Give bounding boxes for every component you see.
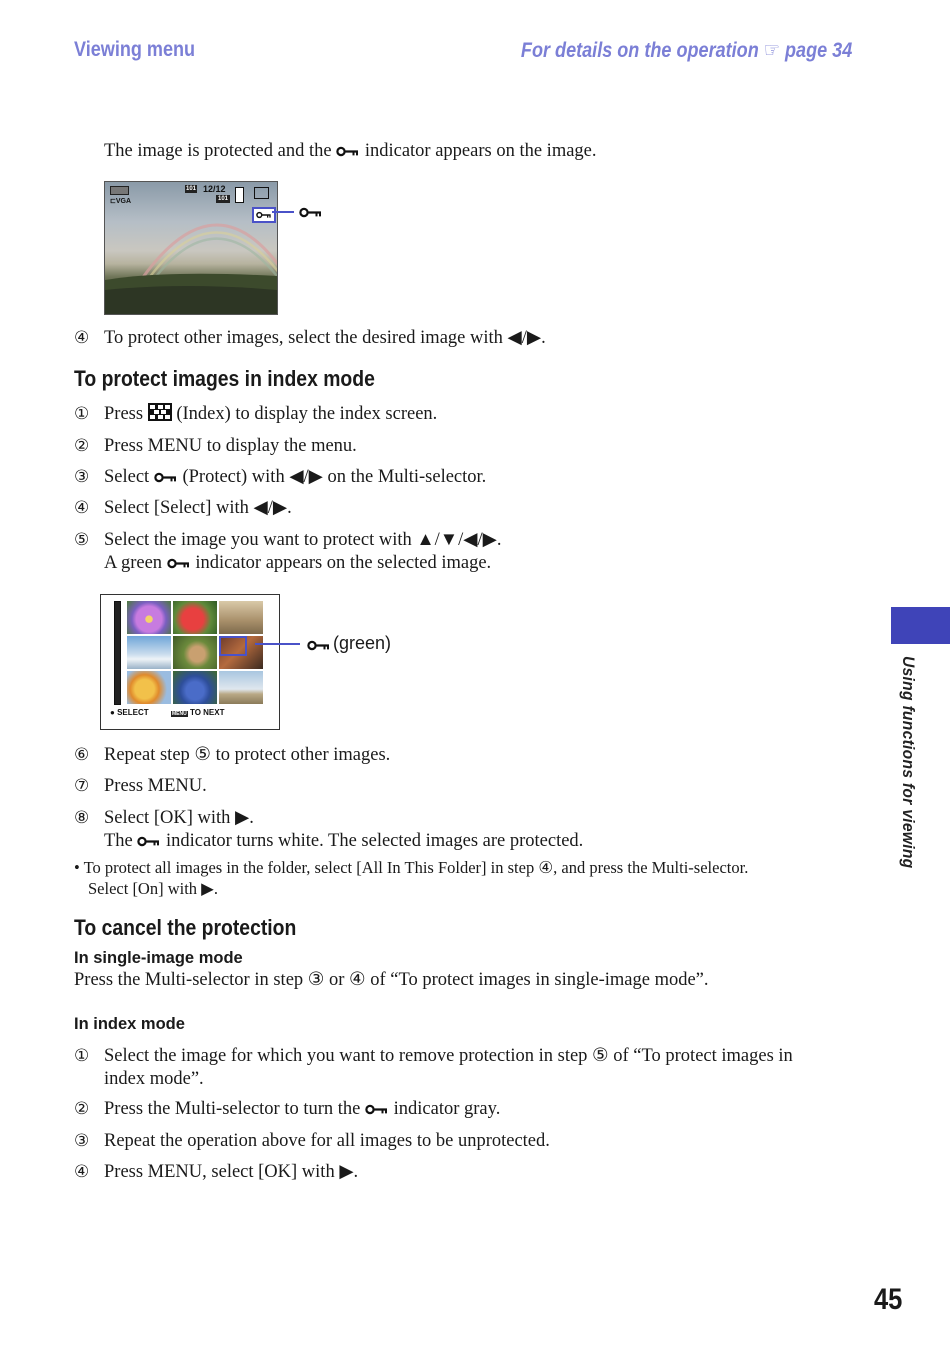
memory-icon (235, 187, 244, 203)
key-icon (154, 472, 178, 483)
step-number: ⑦ (74, 776, 90, 796)
thumbnail (173, 636, 217, 669)
subsection-index: In index mode (74, 1015, 185, 1033)
step-number: ④ (74, 328, 90, 348)
step-number: ② (74, 436, 90, 456)
section-title-index: To protect images in index mode (74, 366, 375, 391)
folder-number: 101 (217, 196, 228, 202)
thumbnail (127, 601, 171, 634)
step-number: ③ (74, 1131, 90, 1151)
step-number: ⑥ (74, 745, 90, 765)
step-number: ④ (74, 498, 90, 518)
step-number: ② (74, 1099, 90, 1119)
step-number: ④ (74, 1162, 90, 1182)
callout-green-label: (green) (333, 633, 392, 653)
intro-line (104, 140, 597, 163)
step-text-before: A green (104, 553, 163, 573)
folder-icon: 101 (185, 186, 196, 192)
step-number: ⑧ (74, 808, 90, 828)
intro-text-after: indicator appears on the image. (364, 141, 597, 161)
green-protect-callout (255, 636, 335, 656)
step-text-before: Press (104, 404, 144, 424)
cancel-single-text: Press the Multi-selector in step ③ or ④ of “To protect images in single-image mode”. (74, 970, 709, 990)
step-text-before: Press the Multi-selector to turn the (104, 1099, 361, 1119)
step-text: Select the image you want to protect with ▲/▼/◀/▶. (104, 530, 502, 550)
screen-hint-next: MENU TO NEXT (172, 708, 225, 717)
note-line-2: Select [On] with ▶. (88, 879, 218, 898)
reference-text: For details on the operation (520, 39, 759, 62)
step-text-before: The (104, 831, 133, 851)
step-text: Select [OK] with ▶. (104, 808, 254, 828)
step-text: Repeat the operation above for all images to be unprotected. (104, 1131, 550, 1151)
protect-callout (270, 200, 330, 222)
image-size-indicator: ⊏VGA (110, 198, 132, 205)
key-icon (137, 836, 161, 847)
step-text-after: indicator turns white. The selected images are protected. (166, 831, 584, 851)
thumbnail (173, 671, 217, 704)
step-text: Press MENU. (104, 776, 207, 796)
battery-icon (110, 186, 129, 195)
protected-image-screen (104, 181, 278, 315)
step-text: Press MENU, select [OK] with ▶. (104, 1162, 359, 1182)
thumbnail (127, 671, 171, 704)
scrollbar (114, 601, 121, 705)
step-text-after: indicator gray. (393, 1099, 501, 1119)
step-number: ③ (74, 467, 90, 487)
thumbnail (219, 671, 263, 704)
image-counter: 12/12 (203, 184, 226, 194)
pointing-hand-icon: ☞ (763, 39, 780, 62)
key-icon (365, 1104, 389, 1115)
protect-indicator-box (219, 636, 247, 656)
step-number: ⑤ (74, 530, 90, 550)
page-number: 45 (874, 1283, 903, 1316)
step-text-before: Select (104, 467, 150, 487)
step-text-line2 (104, 552, 491, 575)
key-icon (167, 558, 191, 569)
section-title-cancel: To cancel the protection (74, 915, 297, 940)
screen-hint-select: ● SELECT (110, 708, 149, 717)
step-text-index-1 (104, 403, 437, 426)
step-text: To protect other images, select the desired image with ◀/▶. (104, 328, 546, 348)
page-reference: page 34 (784, 39, 852, 62)
step-text-index-3 (104, 466, 486, 489)
thumbnail (173, 601, 217, 634)
step-text: Repeat step ⑤ to protect other images. (104, 745, 391, 765)
thumbnail (219, 601, 263, 634)
step-text: Select the image for which you want to remove protection in step ⑤ of “To protect images in (104, 1046, 793, 1066)
index-screen (100, 594, 280, 730)
step-text-after: indicator appears on the selected image. (195, 553, 492, 573)
chapter-label: Using functions for viewing (899, 656, 918, 869)
subsection-single: In single-image mode (74, 949, 243, 967)
step-text-line2 (104, 830, 583, 853)
display-mode-icon (254, 187, 269, 199)
step-text-cancel-2 (104, 1098, 500, 1121)
step-text: Select [Select] with ◀/▶. (104, 498, 292, 518)
intro-text-before: The image is protected and the (104, 141, 332, 161)
thumbnail (127, 636, 171, 669)
note-line-1: • To protect all images in the folder, select [All In This Folder] in step ④, and press the Multi-selector. (74, 858, 749, 877)
operation-reference[interactable] (521, 38, 852, 63)
step-text-after: (Index) to display the index screen. (176, 404, 438, 424)
key-icon (336, 146, 360, 157)
step-text-after: (Protect) with ◀/▶ on the Multi-selector. (182, 467, 487, 487)
section-header: Viewing menu (74, 38, 196, 61)
step-text: Press MENU to display the menu. (104, 436, 357, 456)
step-number: ① (74, 1046, 90, 1066)
step-text-line2: index mode”. (104, 1069, 204, 1089)
step-number: ① (74, 404, 90, 424)
index-grid-icon (148, 403, 172, 421)
chapter-tab (891, 607, 950, 644)
